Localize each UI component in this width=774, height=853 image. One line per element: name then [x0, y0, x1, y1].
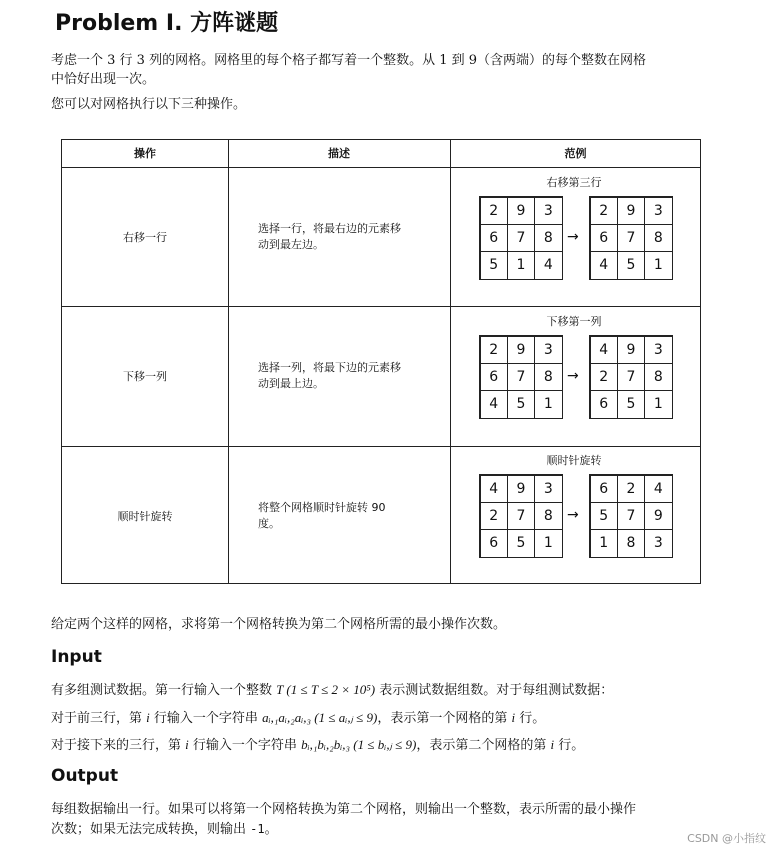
grid-cell: 6 [480, 224, 508, 252]
grid-cell: 4 [534, 251, 562, 279]
grid-cell: 5 [507, 529, 535, 557]
grid-cell: 5 [617, 390, 645, 418]
grid-after-row-3 [589, 474, 673, 558]
grid-cell: 2 [617, 475, 645, 503]
example-caption-row-2: 下移第一列 [546, 315, 602, 328]
grid-cell: 9 [507, 197, 535, 225]
example-caption-row-3: 顺时针旋转 [546, 454, 602, 467]
grid-cell: 8 [644, 224, 672, 252]
grid-cell: 7 [617, 363, 645, 391]
op-desc-row-2: 选择一列，将最下边的元素移 动到最上边。 [258, 361, 401, 390]
intro-line-3: 您可以对网格执行以下三种操作。 [51, 97, 247, 112]
grid-cell: 3 [534, 197, 562, 225]
grid-before-row-1 [479, 196, 563, 280]
grid-cell: 9 [507, 336, 535, 364]
op-desc-row-1: 选择一行，将最右边的元素移 动到最左边。 [258, 222, 401, 251]
grid-cell: 7 [507, 363, 535, 391]
intro-line-1: 考虑一个 3 行 3 列的网格。网格里的每个格子都写着一个整数。从 1 到 9（含两端）的每个整数在网格 [51, 53, 647, 68]
grid-cell: 5 [617, 251, 645, 279]
grid-cell: 2 [480, 502, 508, 530]
csdn-watermark: CSDN @小指纹 [687, 832, 766, 845]
grid-after-row-1 [589, 196, 673, 280]
header-example: 范例 [564, 147, 587, 160]
input-heading: Input [51, 647, 102, 667]
grid-cell: 6 [480, 529, 508, 557]
grid-cell: 5 [480, 251, 508, 279]
grid-cell: 8 [534, 363, 562, 391]
grid-cell: 3 [644, 529, 672, 557]
example-caption-row-1: 右移第三行 [546, 176, 602, 189]
grid-cell: 6 [590, 224, 618, 252]
grid-cell: 2 [590, 197, 618, 225]
output-line-1: 每组数据输出一行。如果可以将第一个网格转换为第二个网格，则输出一个整数，表示所需的最小操作 [51, 802, 637, 817]
output-heading: Output [51, 766, 119, 786]
grid-cell: 7 [617, 502, 645, 530]
grid-cell: 9 [507, 475, 535, 503]
grid-cell: 1 [507, 251, 535, 279]
arrow-icon: → [567, 507, 579, 523]
grid-before-row-2 [479, 335, 563, 419]
arrow-icon: → [567, 368, 579, 384]
grid-after-row-2 [589, 335, 673, 419]
input-line-2: 对于前三行，第 i 行输入一个字符串 aᵢ,₁aᵢ,₂aᵢ,₃ (1 ≤ aᵢ,ⱼ ≤ 9)，表示第一个网格的第 i 行。 [51, 710, 546, 726]
input-line-3: 对于接下来的三行，第 i 行输入一个字符串 bᵢ,₁bᵢ,₂bᵢ,₃ (1 ≤ bᵢ,ⱼ ≤ 9)，表示第二个网格的第 i 行。 [51, 737, 585, 753]
grid-cell: 4 [644, 475, 672, 503]
grid-cell: 8 [534, 224, 562, 252]
op-name-row-2: 下移一列 [123, 370, 167, 383]
grid-cell: 2 [480, 197, 508, 225]
grid-cell: 5 [507, 390, 535, 418]
grid-cell: 8 [617, 529, 645, 557]
grid-cell: 1 [534, 390, 562, 418]
grid-cell: 2 [480, 336, 508, 364]
output-line-2: 次数；如果无法完成转换，则输出 -1。 [51, 822, 278, 837]
header-description: 描述 [328, 147, 350, 160]
arrow-icon: → [567, 229, 579, 245]
question-text: 给定两个这样的网格，求将第一个网格转换为第二个网格所需的最小操作次数。 [51, 617, 507, 632]
grid-cell: 7 [507, 224, 535, 252]
operations-table [61, 139, 701, 584]
grid-cell: 7 [507, 502, 535, 530]
input-line-1: 有多组测试数据。第一行输入一个整数 T (1 ≤ T ≤ 2 × 10⁵) 表示测试数据组数。对于每组测试数据： [51, 682, 614, 698]
grid-cell: 6 [480, 363, 508, 391]
grid-cell: 6 [590, 475, 618, 503]
grid-cell: 1 [534, 529, 562, 557]
header-operation: 操作 [134, 147, 156, 160]
op-name-row-3: 顺时针旋转 [117, 510, 173, 523]
grid-cell: 4 [480, 475, 508, 503]
grid-before-row-3 [479, 474, 563, 558]
grid-cell: 1 [644, 251, 672, 279]
grid-cell: 1 [590, 529, 618, 557]
grid-cell: 9 [617, 336, 645, 364]
op-desc-row-3: 将整个网格顺时针旋转 90 度。 [258, 501, 386, 530]
grid-cell: 4 [480, 390, 508, 418]
grid-cell: 3 [644, 197, 672, 225]
grid-cell: 2 [590, 363, 618, 391]
grid-cell: 1 [644, 390, 672, 418]
grid-cell: 8 [534, 502, 562, 530]
grid-cell: 7 [617, 224, 645, 252]
grid-cell: 6 [590, 390, 618, 418]
intro-line-2: 中恰好出现一次。 [51, 72, 156, 87]
op-name-row-1: 右移一行 [123, 231, 167, 244]
grid-cell: 4 [590, 251, 618, 279]
problem-title: Problem I. 方阵谜题 [55, 11, 279, 36]
grid-cell: 4 [590, 336, 618, 364]
grid-cell: 3 [534, 475, 562, 503]
grid-cell: 3 [534, 336, 562, 364]
grid-cell: 5 [590, 502, 618, 530]
grid-cell: 9 [617, 197, 645, 225]
grid-cell: 3 [644, 336, 672, 364]
grid-cell: 9 [644, 502, 672, 530]
grid-cell: 8 [644, 363, 672, 391]
